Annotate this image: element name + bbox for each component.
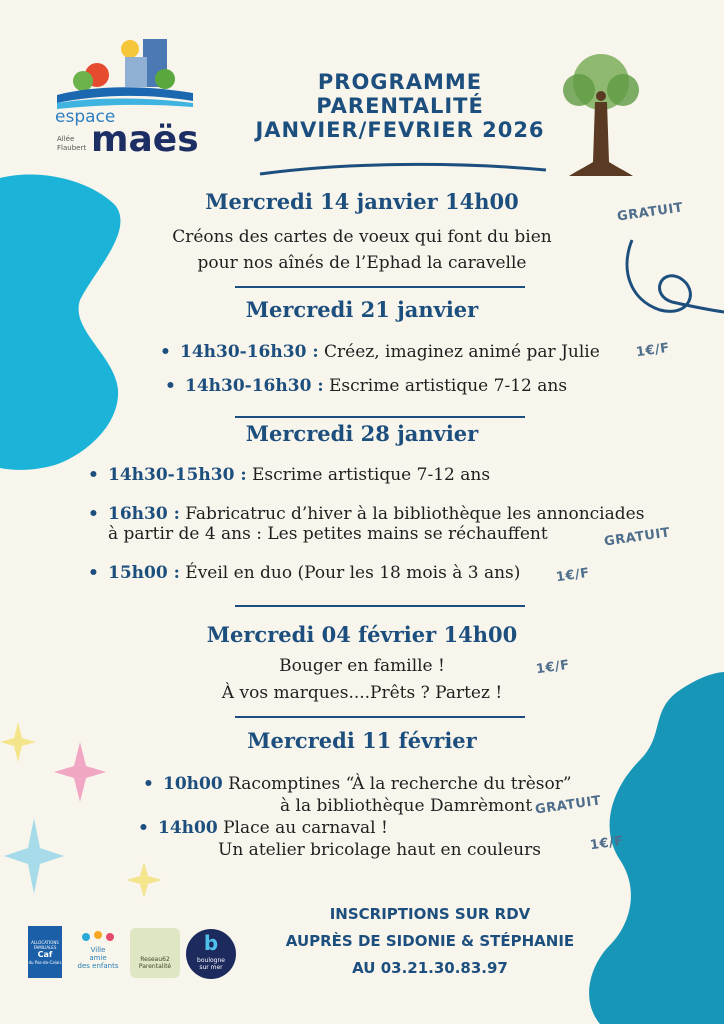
footer-line1: INSCRIPTIONS SUR RDV <box>329 905 531 923</box>
caf-line3: Caf <box>37 950 53 959</box>
event5-item1-time: 10h00 <box>163 774 223 794</box>
footer-line2: AUPRÈS DE SIDONIE & STÉPHANIE <box>285 932 575 950</box>
logo-maes-text: maës <box>91 119 199 160</box>
event4-day: Mercredi 04 février 14h00 <box>206 622 518 647</box>
event2-day: Mercredi 21 janvier <box>245 297 479 322</box>
boulogne-line1: boulogne <box>197 957 225 964</box>
event3-item1-time: 14h30-15h30 : <box>108 465 247 485</box>
bullet-icon: • <box>88 504 99 524</box>
event3-item2-line2: à partir de 4 ans : Les petites mains se réchauffent <box>108 524 548 544</box>
reseau-line2: Parentalité <box>138 963 172 970</box>
event5-item2-time: 14h00 <box>158 818 218 838</box>
logo-illustration <box>55 35 195 110</box>
divider-4 <box>235 716 525 718</box>
event4-line2: À vos marques....Prêts ? Partez ! <box>221 683 503 703</box>
boulogne-b-icon: b <box>203 931 219 955</box>
bullet-icon: • <box>165 376 176 396</box>
boulogne-line2: sur mer <box>199 964 223 971</box>
event3-item1 <box>88 464 490 487</box>
footer-line3: AU 03.21.30.83.97 <box>352 959 508 977</box>
event2-item2-time: 14h30-16h30 : <box>185 376 324 396</box>
event3-item3-time: 15h00 : <box>108 563 180 583</box>
event2-item1-price-tag: 1€/F <box>635 340 671 361</box>
caf-logo <box>28 926 62 978</box>
title-underline-swoosh <box>258 160 548 180</box>
family-tree-illustration <box>555 52 647 180</box>
logo-espace-text: espace <box>55 107 116 127</box>
event1-day: Mercredi 14 janvier 14h00 <box>205 189 519 214</box>
logo-allee-line2: Flaubert <box>57 144 87 152</box>
event2-item1-time: 14h30-16h30 : <box>180 342 319 362</box>
reseau-icon <box>130 928 180 956</box>
ville-line3: des enfants <box>77 962 119 970</box>
event1-line2: pour nos aînés de l’Ephad la caravelle <box>197 253 527 273</box>
event3-item2-text: Fabricatruc d’hiver à la bibliothèque les annonciades <box>179 504 645 524</box>
event3-item2-price-tag: GRATUIT <box>603 525 672 550</box>
divider-2 <box>235 416 525 418</box>
boulogne-logo <box>186 929 236 979</box>
event5-item1 <box>143 773 572 796</box>
event5-day: Mercredi 11 février <box>247 728 477 753</box>
bullet-icon: • <box>143 774 154 794</box>
event5-item1-line2: à la bibliothèque Damrèmont <box>280 796 533 816</box>
event2-item2 <box>165 375 567 398</box>
bullet-icon: • <box>88 465 99 485</box>
event5-item2-price-tag: 1€/F <box>589 833 625 854</box>
event3-item1-text: Escrime artistique 7-12 ans <box>246 465 491 485</box>
event4-line1: Bouger en famille ! <box>279 656 445 676</box>
page-title-line2: JANVIER/FEVRIER 2026 <box>255 118 545 142</box>
event3-item2-time: 16h30 : <box>108 504 180 524</box>
event5-item2-line2: Un atelier bricolage haut en couleurs <box>218 840 541 860</box>
event5-item2-text: Place au carnaval ! <box>217 818 388 838</box>
bullet-icon: • <box>88 563 99 583</box>
reseau-line1: Reseau62 <box>140 956 170 963</box>
reseau62-logo <box>130 928 180 978</box>
ville-amie-logo <box>70 930 126 978</box>
caf-line4: du Pas-de-Calais <box>28 960 62 965</box>
event1-price-tag: GRATUIT <box>616 200 685 225</box>
bullet-icon: • <box>138 818 149 838</box>
event3-item3 <box>88 562 520 585</box>
sparkle-yellow-2 <box>126 862 162 898</box>
caf-line2: FAMILIALES <box>33 945 57 950</box>
event5-item1-price-tag: GRATUIT <box>534 793 603 818</box>
event3-day: Mercredi 28 janvier <box>245 421 479 446</box>
page-title-line1: PROGRAMME PARENTALITÉ <box>316 70 484 118</box>
event1-line1: Créons des cartes de voeux qui font du bien <box>172 227 552 247</box>
logo-allee-line1: Allée <box>57 135 75 143</box>
divider-1 <box>235 286 525 288</box>
event3-item3-text: Éveil en duo (Pour les 18 mois à 3 ans) <box>179 563 521 583</box>
bullet-icon: • <box>160 342 171 362</box>
event2-item1 <box>160 341 600 364</box>
caf-line1: ALLOCATIONS <box>31 940 59 945</box>
event5-item1-text: Racomptines “À la recherche du trèsor” <box>222 774 572 794</box>
event2-item2-text: Escrime artistique 7-12 ans <box>323 376 568 396</box>
event3-item3-price-tag: 1€/F <box>555 565 591 586</box>
logo-allee-text <box>57 135 86 153</box>
event2-item1-text: Créez, imaginez animé par Julie <box>318 342 600 362</box>
event5-item2 <box>138 817 388 840</box>
espace-maes-logo <box>55 35 199 160</box>
event4-price-tag: 1€/F <box>535 657 571 678</box>
ville-line2: amie <box>89 954 107 962</box>
sparkle-blue <box>4 818 64 894</box>
ville-amie-icon <box>78 930 118 944</box>
divider-3 <box>235 605 525 607</box>
ville-line1: Ville <box>90 946 106 954</box>
